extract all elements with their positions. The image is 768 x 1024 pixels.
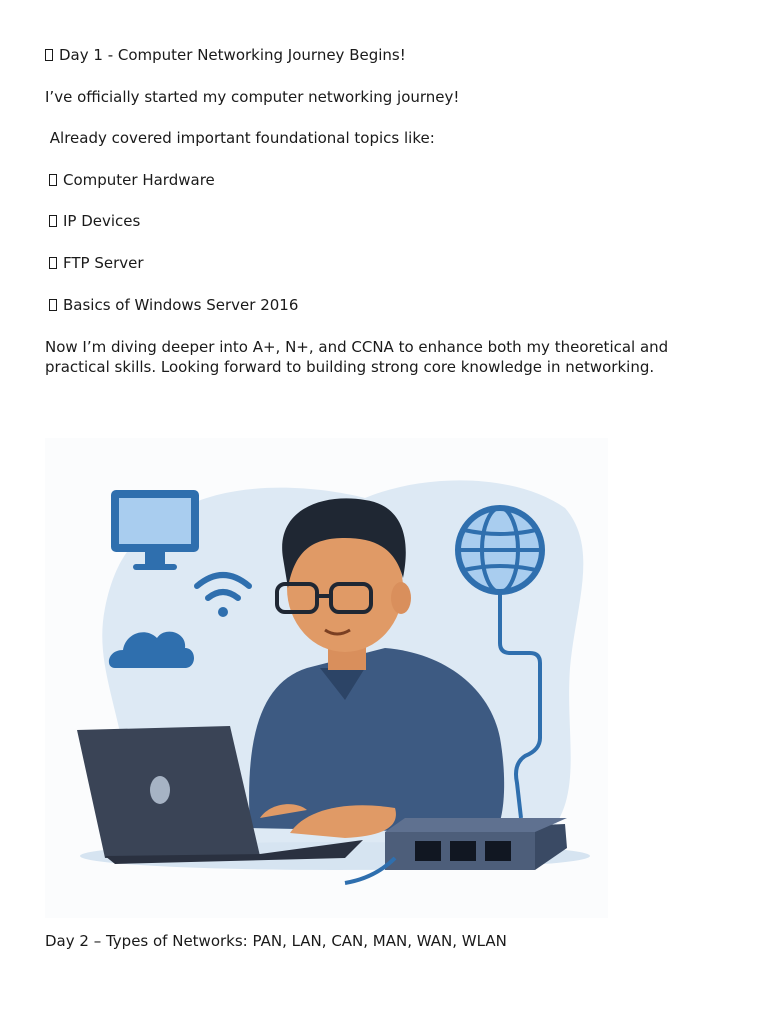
topic-label: IP Devices	[63, 212, 141, 230]
topic-label: Basics of Windows Server 2016	[63, 296, 299, 314]
intro-text: I’ve officially started my computer networking journey!	[45, 88, 460, 106]
covered-heading: Already covered important foundational topics like:	[45, 129, 435, 147]
post-title-text: Day 1 - Computer Networking Journey Begins!	[59, 46, 406, 64]
topic-item	[49, 211, 140, 231]
post-title	[45, 45, 406, 65]
checkmark-placeholder-icon	[49, 257, 57, 269]
topic-item	[49, 253, 144, 273]
emoji-placeholder-icon	[45, 49, 53, 61]
ear	[391, 582, 411, 614]
body-paragraph: Now I’m diving deeper into A+, N+, and CCNA to enhance both my theoretical and practical skills. Looking forward to building strong core knowledge in networking.	[45, 338, 669, 376]
globe-icon	[458, 508, 542, 592]
topic-label: FTP Server	[63, 254, 144, 272]
checkmark-placeholder-icon	[49, 215, 57, 227]
next-post-title: Day 2 – Types of Networks: PAN, LAN, CAN, MAN, WAN, WLAN	[45, 932, 507, 950]
topic-item	[49, 295, 298, 315]
checkmark-placeholder-icon	[49, 174, 57, 186]
network-switch-icon	[385, 818, 567, 870]
networking-learner-illustration	[45, 438, 608, 918]
checkmark-placeholder-icon	[49, 299, 57, 311]
topic-item	[49, 170, 215, 190]
topic-label: Computer Hardware	[63, 171, 215, 189]
